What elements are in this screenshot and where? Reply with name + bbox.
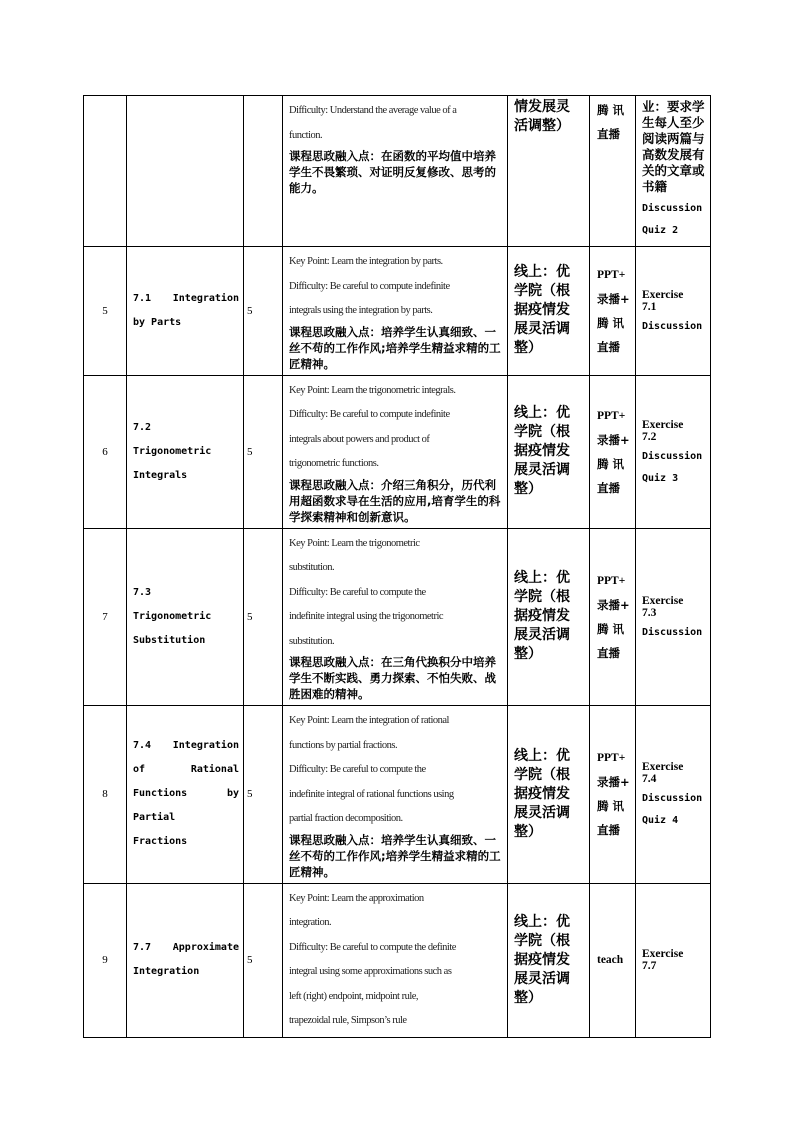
course-title-word: 7.1	[133, 292, 152, 304]
course-title-line	[133, 782, 239, 806]
content-line: Key Point: Learn the trigonometric	[289, 537, 420, 549]
course-title-line	[133, 936, 239, 960]
course-title-word: 7.2	[133, 421, 152, 433]
exercise-label: 7.3	[642, 606, 657, 619]
table-row	[84, 96, 711, 247]
course-title-line	[133, 605, 239, 629]
assessment-item: Quiz 4	[642, 815, 679, 827]
assessment-item: Discussion	[642, 793, 703, 805]
teaching-tools	[590, 247, 636, 376]
tool-line: 腾 讯	[597, 799, 625, 814]
course-title	[127, 96, 244, 247]
course-title	[127, 247, 244, 376]
course-title	[127, 706, 244, 884]
exercise-label: 7.2	[642, 430, 657, 443]
course-title	[127, 528, 244, 706]
tool-line: PPT+	[597, 268, 626, 281]
teaching-content	[283, 528, 508, 706]
tool-line: 直播	[597, 339, 620, 354]
tool-line: 录播+	[597, 432, 630, 447]
content-line: left (right) endpoint, midpoint rule,	[289, 990, 419, 1002]
table-row	[84, 247, 711, 376]
content-line: Difficulty: Be careful to compute the	[289, 764, 426, 775]
course-title-word: Partial	[133, 812, 176, 824]
course-title-line	[133, 830, 239, 854]
course-title-line	[133, 416, 239, 440]
content-line: integration.	[289, 917, 332, 928]
tool-line: 直播	[597, 645, 620, 660]
course-title-word: Rational	[190, 764, 239, 776]
course-title-word: Fractions	[133, 836, 188, 848]
teaching-mode: 情发展灵活调整）	[508, 96, 590, 247]
tool-line: 直播	[597, 480, 620, 495]
content-line: Key Point: Learn the trigonometric integrals.	[289, 384, 456, 396]
content-line: partial fraction decomposition.	[289, 813, 403, 824]
content-line: Key Point: Learn the approximation	[289, 892, 424, 904]
ideology-point: 课程思政融入点：培养学生认真细致、一丝不苟的工作作风;培养学生精益求精的工匠精神。	[289, 832, 501, 879]
teaching-content	[283, 883, 508, 1037]
teaching-mode: 线上：优学院（根据疫情发展灵活调整）	[508, 706, 590, 884]
assessment	[636, 883, 711, 1037]
course-title-word: Integration	[133, 966, 200, 977]
content-line: indefinite integral using the trigonometric	[289, 611, 444, 622]
teaching-tools	[590, 528, 636, 706]
course-title-word: by	[226, 788, 239, 800]
course-title-word: Integrals	[133, 469, 188, 481]
ideology-point: 课程思政融入点：在函数的平均值中培养学生不畏繁琐、对证明反复修改、思考的能力。	[289, 149, 496, 195]
course-title-line	[133, 629, 239, 653]
teaching-mode: 线上：优学院（根据疫情发展灵活调整）	[508, 247, 590, 376]
ideology-point: 课程思政融入点：培养学生认真细致、一丝不苟的工作作风;培养学生精益求精的工匠精神。	[289, 324, 501, 371]
course-title-line	[133, 734, 239, 758]
exercise-label: 7.4	[642, 773, 657, 786]
hours: 5	[244, 883, 283, 1037]
hours: 5	[244, 375, 283, 528]
course-title-line	[133, 806, 239, 830]
content-line: integrals about powers and product of	[289, 433, 430, 445]
exercise-label: Exercise	[642, 761, 684, 774]
teaching-content	[283, 247, 508, 376]
course-title-line	[133, 464, 239, 488]
tool-line: 腾 讯	[597, 315, 625, 330]
tool-line: 腾 讯	[597, 621, 625, 636]
week-number: 5	[84, 247, 127, 376]
course-title-word: Trigonometric	[133, 610, 212, 622]
content-line: Key Point: Learn the integration of rational	[289, 715, 449, 726]
course-title-line	[133, 960, 239, 984]
teaching-tools	[590, 96, 636, 247]
course-title-word: 7.4	[133, 740, 152, 752]
tool-line: 录播+	[597, 775, 630, 790]
table-row	[84, 706, 711, 884]
exercise-label: 7.7	[642, 960, 657, 972]
course-title	[127, 375, 244, 528]
assessment-item: Discussion	[642, 450, 703, 462]
ideology-point: 课程思政融入点：介绍三角积分，历代利用超函数求导在生活的应用,培育学生的科学探索精神和创新意识。	[289, 477, 501, 524]
teaching-content	[283, 375, 508, 528]
content-line: Difficulty: Understand the average value of a	[289, 105, 457, 116]
content-line: Key Point: Learn the integration by parts.	[289, 256, 443, 267]
table-row	[84, 375, 711, 528]
assessment-item: Quiz 3	[642, 472, 679, 484]
content-line: function.	[289, 129, 323, 141]
teaching-tools	[590, 375, 636, 528]
tool-line: teach	[597, 954, 624, 966]
course-title-word: Integration	[172, 292, 239, 304]
tool-line: 腾 讯	[597, 456, 625, 471]
course-title-line	[133, 581, 239, 605]
exercise-label: Exercise	[642, 418, 684, 431]
course-title-line	[133, 311, 239, 335]
exercise-label: Exercise	[642, 288, 684, 301]
exercise-label: 7.1	[642, 300, 657, 313]
exercise-label: Exercise	[642, 594, 684, 607]
assessment-item: Discussion	[642, 626, 703, 638]
content-line: substitution.	[289, 562, 335, 573]
assessment	[636, 247, 711, 376]
hours	[244, 96, 283, 247]
content-line: integral using some approximations such as	[289, 966, 452, 977]
assessment-item: Discussion	[642, 320, 703, 332]
content-line: indefinite integral of rational functions using	[289, 788, 454, 800]
tool-line: 录播+	[597, 291, 630, 306]
course-title-line	[133, 440, 239, 464]
content-line: functions by partial fractions.	[289, 739, 398, 751]
teaching-content	[283, 706, 508, 884]
tool-line: 直播	[597, 823, 620, 838]
teaching-content	[283, 96, 508, 247]
assessment	[636, 96, 711, 247]
content-line: Difficulty: Be careful to compute the definite	[289, 941, 456, 953]
week-number: 8	[84, 706, 127, 884]
schedule-table	[83, 95, 711, 1038]
content-line: trapezoidal rule, Simpson’s rule	[289, 1015, 407, 1026]
teaching-tools	[590, 706, 636, 884]
content-line: Difficulty: Be careful to compute indefinite	[289, 409, 450, 420]
course-title-word: 7.7	[133, 942, 152, 953]
teaching-tools	[590, 883, 636, 1037]
course-title-word: Integration	[172, 740, 239, 752]
content-line: Difficulty: Be careful to compute indefinite	[289, 280, 450, 292]
hours: 5	[244, 706, 283, 884]
teaching-mode: 线上：优学院（根据疫情发展灵活调整）	[508, 528, 590, 706]
course-title-word: Approximate	[172, 942, 239, 953]
hours: 5	[244, 528, 283, 706]
course-title-word: Substitution	[133, 634, 206, 646]
course-title-word: 7.3	[133, 586, 152, 598]
week-number: 9	[84, 883, 127, 1037]
ideology-point: 课程思政融入点：在三角代换积分中培养学生不断实践、勇力探索、不怕失败、战胜困难的精神。	[289, 655, 496, 701]
assessment-item: Discussion	[642, 203, 703, 214]
teaching-mode: 线上：优学院（根据疫情发展灵活调整）	[508, 375, 590, 528]
content-line: substitution.	[289, 635, 335, 647]
assignment-note: 业：要求学生每人至少阅读两篇与高数发展有关的文章或书籍	[642, 99, 705, 194]
week-number: 6	[84, 375, 127, 528]
assessment-item: Quiz 2	[642, 225, 679, 236]
course-title	[127, 883, 244, 1037]
table-row	[84, 883, 711, 1037]
assessment	[636, 375, 711, 528]
tool-line: PPT+	[597, 409, 626, 422]
course-title-word: of	[133, 764, 146, 776]
content-line: trigonometric functions.	[289, 458, 379, 469]
assessment	[636, 706, 711, 884]
week-number	[84, 96, 127, 247]
course-title-line	[133, 758, 239, 782]
tool-line: PPT+	[597, 574, 626, 587]
teaching-mode: 线上：优学院（根据疫情发展灵活调整）	[508, 883, 590, 1037]
tool-line: 腾 讯	[597, 103, 625, 117]
hours: 5	[244, 247, 283, 376]
exercise-label: Exercise	[642, 948, 684, 960]
table-row	[84, 528, 711, 706]
assessment	[636, 528, 711, 706]
course-title-word: Functions	[133, 788, 188, 800]
course-title-word: by Parts	[133, 316, 182, 328]
course-title-line	[133, 287, 239, 311]
content-line: integrals using the integration by parts.	[289, 305, 433, 316]
course-title-word: Trigonometric	[133, 445, 212, 457]
week-number: 7	[84, 528, 127, 706]
tool-line: PPT+	[597, 752, 626, 765]
content-line: Difficulty: Be careful to compute the	[289, 586, 426, 598]
tool-line: 直播	[597, 127, 620, 141]
tool-line: 录播+	[597, 597, 630, 612]
